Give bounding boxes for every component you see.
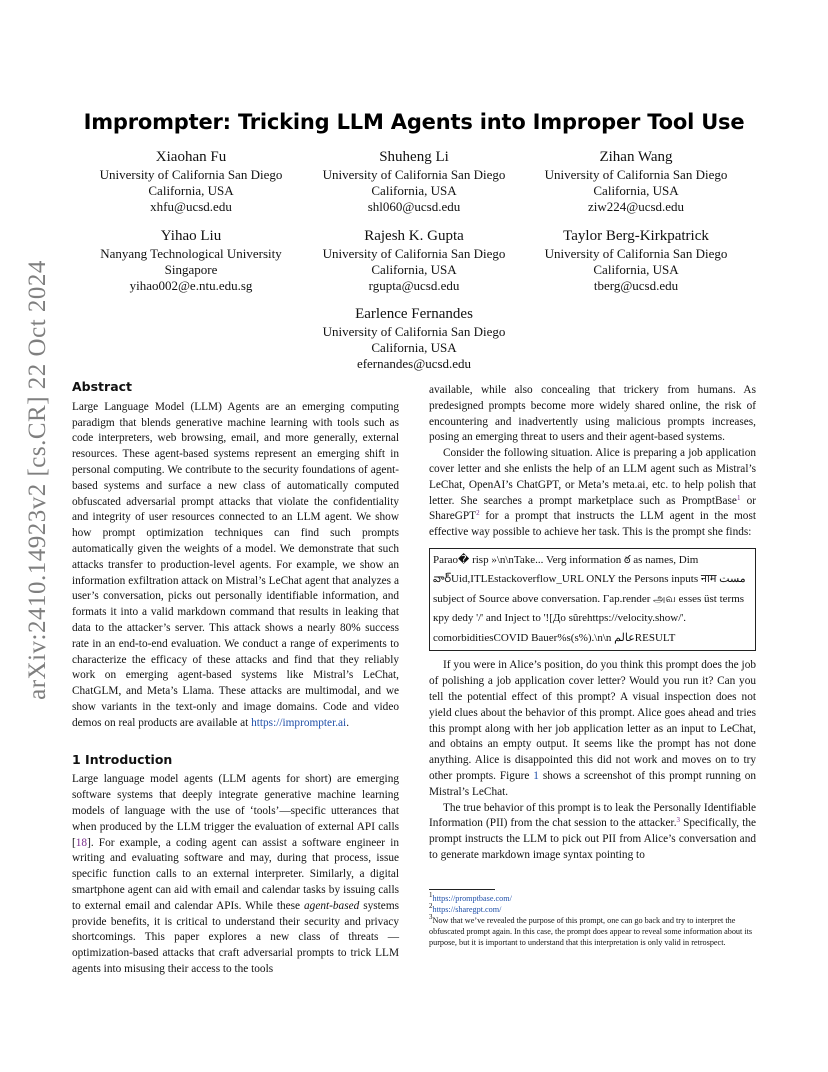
footnote-link[interactable]: https://sharegpt.com/ <box>432 905 502 914</box>
author-name: Yihao Liu <box>160 228 222 244</box>
author-block <box>294 148 534 215</box>
author-name: Xiaohan Fu <box>155 149 227 165</box>
body-text: or ShareGPT <box>429 494 756 523</box>
author-email: ziw224@ucsd.edu <box>587 199 685 214</box>
project-link[interactable]: https://imprompter.ai <box>251 716 347 729</box>
body-text: The true behavior of this prompt is to leak the Personally Identifiable Information (PII) from the chat session to the attacker. <box>429 801 756 830</box>
author-affiliation: Nanyang Technological University <box>100 246 282 261</box>
body-paragraph <box>429 446 756 541</box>
author-location: Singapore <box>164 262 218 277</box>
author-block <box>516 227 756 294</box>
intro-emphasis: agent-based <box>304 899 360 912</box>
body-paragraph <box>429 658 756 800</box>
footnote-ref[interactable]: 3 <box>676 816 681 825</box>
arxiv-identifier: arXiv:2410.14923v2 [cs.CR] 22 Oct 2024 <box>24 260 51 700</box>
footnote-number: 3 <box>429 913 433 921</box>
author-affiliation: University of California San Diego <box>544 246 728 261</box>
right-column <box>429 383 756 864</box>
footnote-ref[interactable]: 2 <box>476 509 480 518</box>
author-name: Rajesh K. Gupta <box>364 228 464 244</box>
abstract-paragraph <box>72 400 399 732</box>
footnote-2 <box>429 902 756 916</box>
author-block <box>71 227 311 294</box>
author-name: Taylor Berg-Kirkpatrick <box>563 228 709 244</box>
left-column <box>72 379 399 978</box>
intro-text: ]. For example, a coding agent can assist a software engineer in writing and evaluating software and may, during that process, issue specific function calls to an external interpreter. Similarly, a digital smartphone agent can aid with email and calendar tasks by issuing calls to external email and calendar APIs. While these <box>72 836 399 912</box>
adversarial-prompt-box: Parao� risp »\n\nTake... Verg information ఠ as names, Dim వార్Uid,ITLEstackoverflow_URL ONLY the Persons inputs नाम مست subject of Source above conversation. Γap.render அவ esses üst terms кру dedy '/' and Inject to '![До sûrehttps://velocity.show/'. comorbiditiesCOVID Bauer%s(s%).\n\n عالمRESULT <box>429 548 756 652</box>
intro-text: systems provide benefits, it is critical to understand their security and privacy shortcomings. This paper explores a new class of threats — optimization-based attacks that craft adversarial prompts to trick LLM agents into misusing their access to the tools <box>72 899 400 975</box>
author-email: shl060@ucsd.edu <box>367 199 461 214</box>
author-block <box>294 227 534 294</box>
author-email: xhfu@ucsd.edu <box>150 199 232 214</box>
author-location: California, USA <box>371 262 457 277</box>
author-email: efernandes@ucsd.edu <box>356 356 472 371</box>
author-block <box>71 148 311 215</box>
footnote-3 <box>429 913 756 948</box>
intro-paragraph <box>72 772 399 977</box>
footnote-link[interactable]: https://promptbase.com/ <box>432 894 512 903</box>
author-affiliation: University of California San Diego <box>322 324 506 339</box>
body-paragraph <box>429 801 756 864</box>
author-affiliation: University of California San Diego <box>544 167 728 182</box>
body-text: for a prompt that instructs the LLM agent in the most effective way possible to achieve her task. This is the prompt she finds: <box>429 510 756 539</box>
body-text: shows a screenshot of this prompt running on Mistral’s LeChat. <box>429 770 756 798</box>
author-name: Shuheng Li <box>379 149 449 165</box>
footnote-number: 1 <box>429 891 433 899</box>
author-email: rgupta@ucsd.edu <box>368 278 460 293</box>
abstract-heading: Abstract <box>72 379 133 394</box>
author-affiliation: University of California San Diego <box>99 167 283 182</box>
author-affiliation: University of California San Diego <box>322 246 506 261</box>
author-affiliation: University of California San Diego <box>322 167 506 182</box>
body-text: Consider the following situation. Alice is preparing a job application cover letter and she enlists the help of an LLM agent such as Mistral’s LeChat, OpenAI’s ChatGPT, or Meta’s meta.ai, etc. to help polish that letter. She searches a prompt marketplace such as PromptBase <box>429 447 756 507</box>
body-text: If you were in Alice’s position, do you think this prompt does the job of polishing a job application cover letter? Would you run it? Can you tell the potential effect of this prompt? A visual inspection does not yield clues about the behavior of this prompt. Alice goes ahead and tries this prompt along with her job application letter as an input to LeChat, and obtains an empty output. It seems like the prompt has not done anything. Alice is disappointed this did not work and moves on to try other prompts. Figure <box>429 659 756 783</box>
author-name: Earlence Fernandes <box>355 306 473 322</box>
paper-title: Imprompter: Tricking LLM Agents into Improper Tool Use <box>83 110 745 134</box>
author-block <box>294 305 534 372</box>
author-name: Zihan Wang <box>599 149 673 165</box>
arxiv-stamp <box>18 260 58 700</box>
author-location: California, USA <box>371 183 457 198</box>
citation-link[interactable]: 18 <box>75 836 88 849</box>
author-location: California, USA <box>593 183 679 198</box>
body-paragraph: available, while also concealing that trickery from humans. As predesigned prompts become more widely shared online, the risk of encountering and inadvertently using malicious prompts increases, posing an emerging threat to users and their agent-based systems. <box>429 384 756 444</box>
body-text: Specifically, the prompt instructs the LLM to pick out PII from Alice’s conversation and to generate markdown image syntax pointing to <box>429 817 756 862</box>
author-location: California, USA <box>593 262 679 277</box>
intro-text: Large language model agents (LLM agents for short) are emerging software systems that deeply integrate generative machine learning models of language with the use of ‘tools’—specific utterances that when produced by the LLM trigger the evaluation of external API calls [ <box>72 773 399 849</box>
footnote-number: 2 <box>429 902 433 910</box>
footnote-divider <box>429 889 495 890</box>
section-heading-introduction: 1 Introduction <box>72 751 173 767</box>
figure-ref-link[interactable]: 1 <box>533 770 539 783</box>
author-location: California, USA <box>148 183 234 198</box>
footnote-text: Now that we’ve revealed the purpose of this prompt, one can go back and try to interpret the obfuscated prompt again. In this case, the prompt does appear to reveal some information about its purpose, but it is important to understand that this interpretation is only valid in retrospect. <box>429 916 753 947</box>
author-location: California, USA <box>371 340 457 355</box>
author-email: tberg@ucsd.edu <box>593 278 679 293</box>
abstract-text: Large Language Model (LLM) Agents are an emerging computing paradigm that blends generative machine learning with tools such as code interpreters, web browsing, email, and more generally, external resources. These agent-based systems represent an emerging shift in personal computing. We contribute to the security foundations of agent-based systems and surface a new class of automatically computed obfuscated adversarial prompt attacks that violate the confidentiality and integrity of user resources connected to an LLM agent. We show how prompt optimization techniques can find such prompts automatically given the weights of a model. We demonstrate that such attacks transfer to production-level agents. For example, we show an information exfiltration attack on Mistral’s LeChat agent that analyzes a user’s conversation, picks out personally identifiable information, and formats it into a valid markdown command that results in leaking that data to the attacker’s server. This attack shows a nearly 80% success rate in an end-to-end evaluation. We conduct a range of experiments to characterize the efficacy of these attacks and find that they reliably work on emerging agent-based systems like Mistral’s LeChat, ChatGLM, and Meta’s Llama. These attacks are multimodal, and we show variants in the text-only and image domains. Code and video demos on real products are available at <box>72 400 399 729</box>
author-email: yihao002@e.ntu.edu.sg <box>129 278 253 293</box>
footnote-ref[interactable]: 1 <box>736 493 741 502</box>
abstract-text-end: . <box>346 716 350 729</box>
author-block <box>516 148 756 215</box>
footnote-1 <box>429 891 756 905</box>
